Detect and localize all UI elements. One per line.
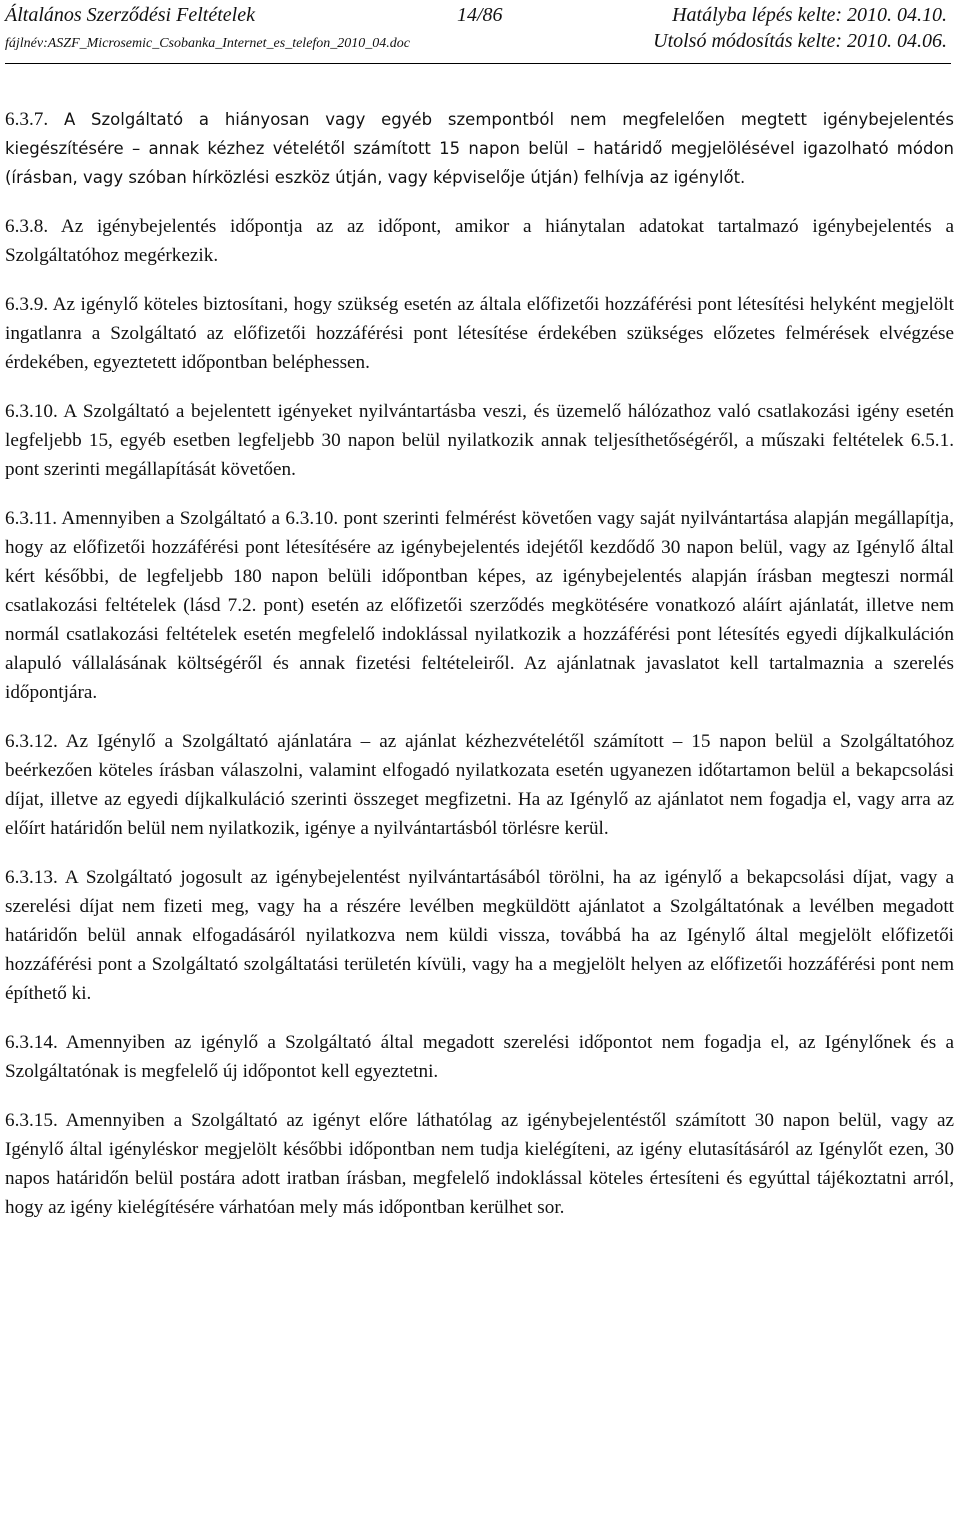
header-rule: [5, 63, 951, 64]
section-text: Az igénybejelentés időpontja az az időpont, amikor a hiánytalan adatokat tartalmazó igénybejelentés a Szolgáltatóhoz megérkezik.: [5, 216, 954, 266]
section-6-3-15: [5, 1106, 954, 1222]
modified-date: Utolsó módosítás kelte: 2010. 04.06.: [653, 30, 947, 52]
section-text: Az igénylő köteles biztosítani, hogy szükség esetén az általa előfizetői hozzáférési pont létesítési helyként megjelölt ingatlanra a Szolgáltató az előfizetői hozzáférési pont létesítése érdekében szükséges előzetes felmérések elvégzése érdekében, egyeztetett időpontban beléphessen.: [5, 294, 954, 373]
section-number: 6.3.15.: [5, 1110, 58, 1131]
section-text: Amennyiben a Szolgáltató a 6.3.10. pont szerinti felmérést követően vagy saját nyilvántartása alapján megállapítja, hogy az előfizetői hozzáférési pont létesítésére az igénybejelentés idejétől kezdődő 30 napon belül, vagy az Igénylő által kért későbbi, de legfeljebb 180 napon belüli időpontban képes, az igénybejelentés alapján írásban megteszi normál csatlakozási feltételek (lásd 7.2. pont) esetén az előfizetői szerződés megkötésére vonatkozó aláírt ajánlatát, illetve nem normál csatlakozási feltételek esetén megfelelő indoklással nyilatkozik a hozzáférési pont létesítés egyedi díjkalkuláción alapuló vállalásának költségéről és annak fizetési feltételeiről. Az ajánlatnak javaslatot kell tartalmaznia a szerelés időpontjára.: [5, 508, 954, 703]
section-6-3-10: [5, 397, 954, 484]
section-number: 6.3.13.: [5, 867, 58, 888]
section-number: 6.3.14.: [5, 1032, 58, 1053]
section-number: 6.3.10.: [5, 401, 58, 422]
header-row-2: [5, 30, 955, 56]
section-6-3-11: [5, 504, 954, 707]
document-title: Általános Szerződési Feltételek: [5, 4, 255, 26]
section-text: Amennyiben az igénylő a Szolgáltató által megadott szerelési időpontot nem fogadja el, az Igénylőnek és a Szolgáltatónak is megfelelő új időpontot kell egyeztetni.: [5, 1032, 954, 1082]
section-text: A Szolgáltató a bejelentett igényeket nyilvántartásba veszi, és üzemelő hálózathoz való csatlakozási igény esetén legfeljebb 15, egyéb esetben legfeljebb 30 napon belül nyilatkozik annak teljesíthetőségéről, a műszaki feltételek 6.5.1. pont szerinti megállapítását követően.: [5, 401, 954, 480]
page-number: 14/86: [457, 4, 503, 26]
section-6-3-7: [5, 105, 954, 192]
effective-date: Hatályba lépés kelte: 2010. 04.10.: [672, 4, 947, 26]
section-6-3-13: [5, 863, 954, 1008]
section-6-3-8: [5, 212, 954, 270]
header-row-1: [5, 4, 955, 30]
section-number: 6.3.7.: [5, 109, 49, 130]
section-text: Az Igénylő a Szolgáltató ajánlatára – az ajánlat kézhezvételétől számított – 15 napon belül a Szolgáltatóhoz beérkezően köteles írásban válaszolni, valamint elfogadó nyilatkozata esetén ugyanezen időtartamon belül a bekapcsolási díjat, illetve az egyedi díjkalkuláció szerinti összeget megfizetni. Ha az Igénylő az ajánlatot nem fogadja el, vagy arra az előírt határidőn belül nem nyilatkozik, igénye a nyilvántartásból törlésre kerül.: [5, 731, 954, 839]
section-text: A Szolgáltató jogosult az igénybejelentést nyilvántartásából törölni, ha az igénylő a bekapcsolási díjat, vagy a szerelési díjat nem fizeti meg, vagy ha a részére levélben megküldött ajánlatot a Szolgáltatónak a levélben megadott határidőn belül annak elfogadásáról nyilatkozva nem küldi vissza, továbbá ha az Igénylő által megjelölt előfizetői hozzáférési pont a Szolgáltató szolgáltatási területén kívüli, vagy ha a megjelölt helyen az előfizetői hozzáférési pont nem építhető ki.: [5, 867, 954, 1004]
section-6-3-14: [5, 1028, 954, 1086]
section-number: 6.3.11.: [5, 508, 58, 529]
section-text: Amennyiben a Szolgáltató az igényt előre láthatólag az igénybejelentéstől számított 30 napon belül, vagy az Igénylő által igényléskor megjelölt későbbi időpontban nem tudja kielégíteni, az igény elutasításáról az Igénylőt ezen, 30 napos határidőn belül postára adott iratban írásban, megfelelő indoklással köteles értesíteni és egyúttal tájékoztatni arról, hogy az igény kielégítésére várhatóan mely más időpontban kerülhet sor.: [5, 1110, 954, 1218]
section-6-3-12: [5, 727, 954, 843]
file-name: fájlnév:ASZF_Microsemic_Csobanka_Internet_es_telefon_2010_04.doc: [5, 36, 411, 51]
document-body: [5, 105, 954, 1242]
page-header: [5, 4, 955, 56]
section-number: 6.3.9.: [5, 294, 49, 315]
section-text: A Szolgáltató a hiányosan vagy egyéb szempontból nem megfelelően megtett igénybejelentés kiegészítésére – annak kézhez vételétől számított 15 napon belül – határidő megjelölésével igazolható módon (írásban, vagy szóban hírközlési eszköz útján, vagy képviselője útján) felhívja az igénylőt.: [5, 110, 954, 187]
section-6-3-9: [5, 290, 954, 377]
section-number: 6.3.12.: [5, 731, 58, 752]
section-number: 6.3.8.: [5, 216, 49, 237]
